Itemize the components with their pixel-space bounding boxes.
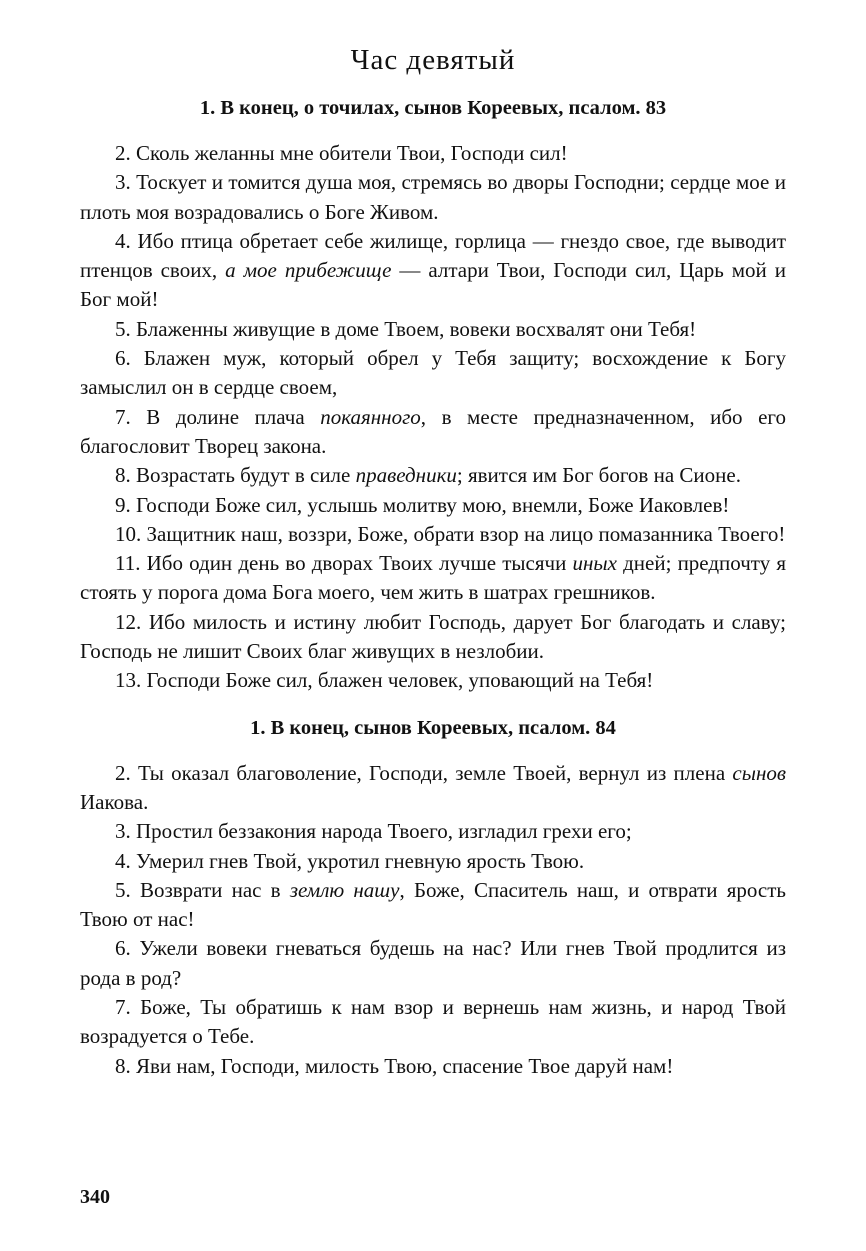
verse xyxy=(80,847,786,876)
verse xyxy=(80,461,786,490)
verse xyxy=(80,344,786,403)
verse-italic-text: праведники xyxy=(355,463,457,488)
verse xyxy=(80,817,786,846)
verse-text: 10. Защитник наш, воззри, Боже, обрати взор на лицо помазанника Твоего! xyxy=(115,521,786,546)
psalm-83-text xyxy=(80,139,786,696)
verse-text: 9. Господи Боже сил, услышь молитву мою, внемли, Боже Иаковлев! xyxy=(115,492,730,517)
verse-text: ; явится им Бог богов на Сионе. xyxy=(456,463,741,488)
verse-text: Иакова. xyxy=(80,789,149,814)
verse xyxy=(80,934,786,993)
verse xyxy=(80,876,786,935)
verse-text: 11. Ибо один день во дворах Твоих лучше тысячи xyxy=(115,551,573,576)
psalm-83-heading: 1. В конец, о точилах, сынов Кореевых, псалом. 83 xyxy=(199,97,667,119)
verse-text: 6. Ужели вовеки гневаться будешь на нас? Или гнев Твой продлится из рода в род? xyxy=(80,936,786,990)
verse xyxy=(80,168,786,227)
verse-text: 12. Ибо милость и истину любит Господь, дарует Бог благодать и славу; Господь не лишит Своих благ живущих в незлобии. xyxy=(80,609,786,664)
verse-text: , Боже, Спаситель наш, и отврати ярость Твою от нас! xyxy=(80,877,786,932)
verse-text: 8. Возрастать будут в силе xyxy=(115,463,356,488)
verse-text: 4. Ибо птица обретает себе жилище, горлица — гнездо свое, где выводит птенцов своих, xyxy=(80,228,786,283)
verse xyxy=(80,315,786,344)
verse xyxy=(80,666,786,695)
verse-text: , в месте предназначенном, ибо его благословит Творец закона. xyxy=(80,404,786,458)
verse-italic-text: иных xyxy=(572,551,617,576)
verse xyxy=(80,403,786,462)
verse-italic-text: сынов xyxy=(732,760,786,785)
verse-text: 13. Господи Боже сил, блажен человек, уповающий на Тебя! xyxy=(115,668,654,693)
verse xyxy=(80,227,786,315)
verse xyxy=(80,993,786,1052)
verse xyxy=(80,759,786,818)
verse-text: 7. В долине плача xyxy=(115,404,321,429)
verse-text: 3. Простил беззакония народа Твоего, изгладил грехи его; xyxy=(115,819,632,844)
psalm-84-heading: 1. В конец, сынов Кореевых, псалом. 84 xyxy=(250,716,616,739)
verse-italic-text: покаянного xyxy=(320,404,421,429)
verse-text: 5. Блаженны живущие в доме Твоем, вовеки восхвалят они Тебя! xyxy=(115,316,697,341)
verse xyxy=(80,608,786,667)
page-number: 340 xyxy=(80,1186,110,1208)
verse-text: 5. Возврати нас в xyxy=(115,877,290,902)
psalm-84-text xyxy=(80,759,786,1081)
verse-text: дней; предпочту я стоять у порога дома Бога моего, чем жить в шатрах грешников. xyxy=(80,551,786,605)
verse-text: 7. Боже, Ты обратишь к нам взор и вернешь нам жизнь, и народ Твой возрадуется о Тебе. xyxy=(80,995,786,1049)
verse-text: 8. Яви нам, Господи, милость Твою, спасение Твое даруй нам! xyxy=(115,1053,674,1078)
verse xyxy=(80,1052,786,1081)
verse-text: 3. Тоскует и томится душа моя, стремясь во дворы Господни; сердце мое и плоть моя возрадовались о Боге Живом. xyxy=(80,170,786,224)
verse-text: — алтари Твои, Господи сил, Царь мой и Бог мой! xyxy=(80,258,786,312)
verse-text: 2. Сколь желанны мне обители Твои, Господи сил! xyxy=(115,141,568,165)
verse xyxy=(80,139,786,168)
verse xyxy=(80,520,786,549)
book-page xyxy=(80,40,786,1081)
verse-text: 2. Ты оказал благоволение, Господи, земле Твоей, вернул из плена xyxy=(115,760,733,785)
page-title: Час девятый xyxy=(350,44,516,76)
verse xyxy=(80,491,786,520)
verse xyxy=(80,549,786,608)
verse-text: 4. Умерил гнев Твой, укротил гневную ярость Твою. xyxy=(115,848,585,873)
verse-italic-text: землю нашу xyxy=(289,877,400,902)
verse-text: 6. Блажен муж, который обрел у Тебя защиту; восхождение к Богу замыслил он в сердце своем, xyxy=(80,346,786,400)
verse-italic-text: а мое прибежище xyxy=(225,258,392,283)
